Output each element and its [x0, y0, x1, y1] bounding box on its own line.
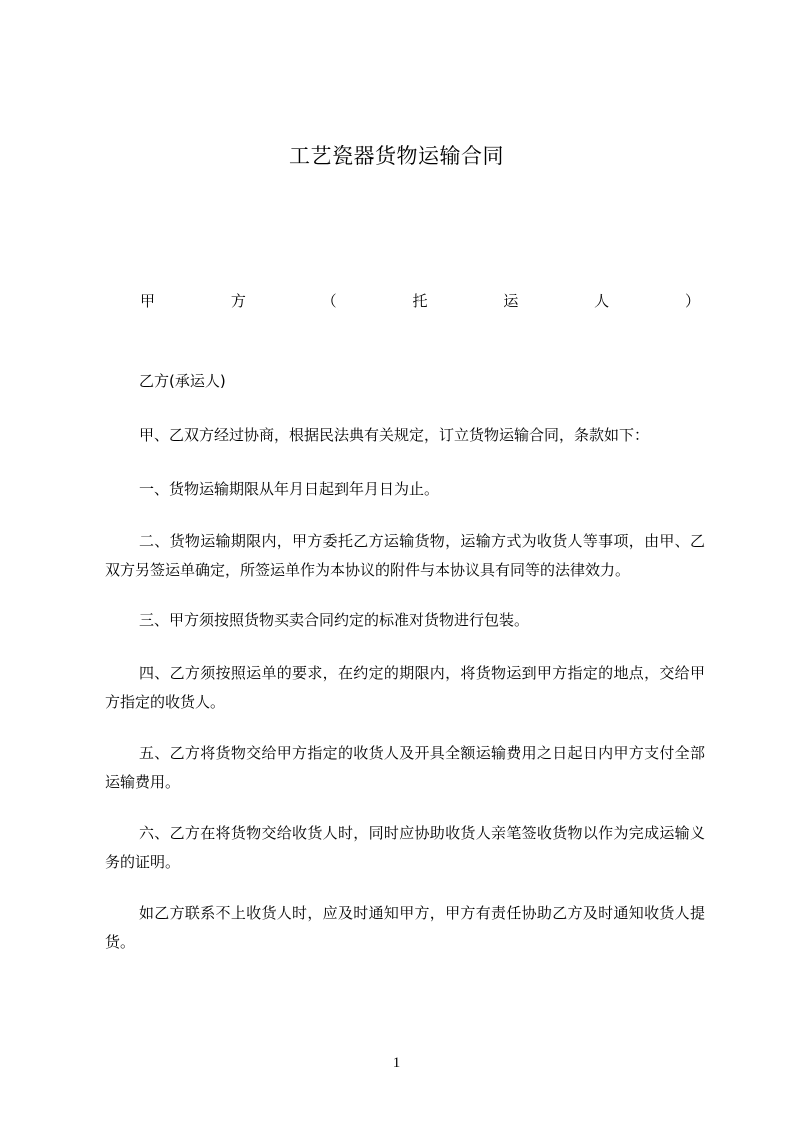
party-a-char: 人	[594, 292, 610, 310]
clause-2: 二、货物运输期限内，甲方委托乙方运输货物，运输方式为收货人等事项，由甲、乙双方另签运单确定，所签运单作为本协议的附件与本协议具有同等的法律效力。	[105, 532, 705, 579]
clause-3: 三、甲方须按照货物买卖合同约定的标准对货物进行包装。	[139, 611, 530, 629]
party-a-char: 甲	[140, 292, 156, 310]
clause-1: 一、货物运输期限从年月日起到年月日为止。	[139, 480, 440, 498]
party-a-line	[140, 290, 700, 311]
document-title: 工艺瓷器货物运输合同	[289, 144, 504, 168]
party-a-char: 方	[230, 292, 246, 310]
clause-6-supplement: 如乙方联系不上收货人时，应及时通知甲方，甲方有责任协助乙方及时通知收货人提货。	[105, 904, 705, 951]
party-a-char: ）	[684, 292, 700, 310]
clause-4: 四、乙方须按照运单的要求，在约定的期限内，将货物运到甲方指定的地点，交给甲方指定的收货人。	[105, 664, 705, 711]
intro-paragraph: 甲、乙双方经过协商，根据民法典有关规定，订立货物运输合同，条款如下：	[139, 426, 650, 444]
party-b-line: 乙方(承运人)	[139, 372, 226, 390]
party-a-char: 运	[503, 292, 519, 310]
page-number: 1	[392, 1055, 401, 1071]
clause-6: 六、乙方在将货物交给收货人时，同时应协助收货人亲笔签收货物以作为完成运输义务的证明。	[105, 824, 705, 871]
party-a-char: （	[321, 292, 337, 310]
clause-5: 五、乙方将货物交给甲方指定的收货人及开具全额运输费用之日起日内甲方支付全部运输费用。	[105, 744, 705, 791]
party-a-char: 托	[412, 292, 428, 310]
